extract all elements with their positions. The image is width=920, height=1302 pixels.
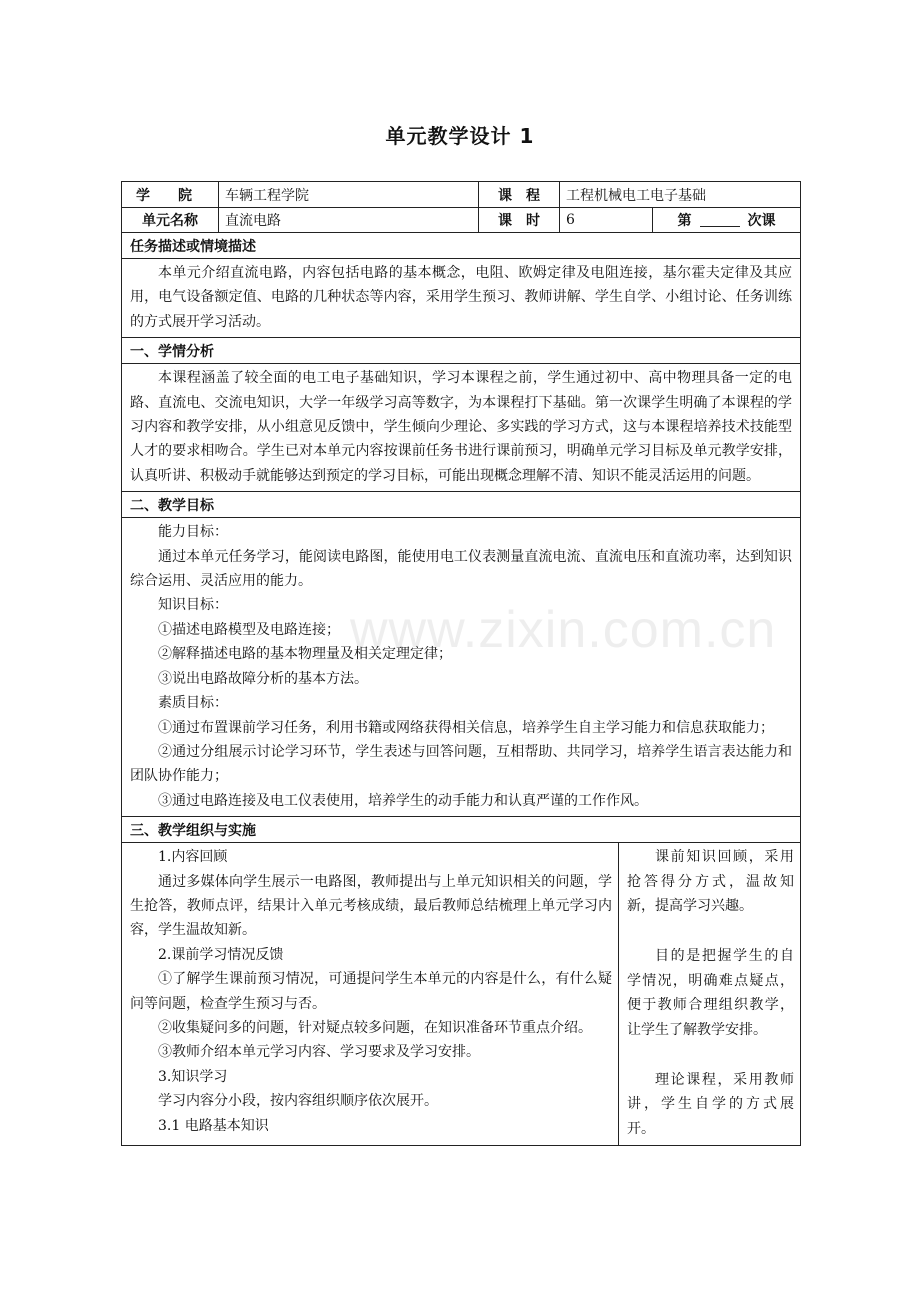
analysis-body	[122, 364, 800, 492]
goal-line: 知识目标：	[158, 597, 228, 614]
session-prefix: 第	[677, 213, 692, 229]
step-line: 3.知识学习	[158, 1068, 228, 1085]
goal-line: ③通过电路连接及电工仪表使用，培养学生的动手能力和认真严谨的工作作风。	[158, 792, 648, 809]
unit-value: 直流电路	[219, 208, 479, 232]
goal-line: 能力目标：	[158, 524, 228, 541]
goal-line: 素质目标：	[158, 695, 228, 712]
course-label: 课 程	[479, 182, 560, 207]
goals-body	[122, 518, 800, 817]
note-line: 课前知识回顾，采用抢答得分方式，温故知新，提高学习兴趣。	[627, 849, 794, 914]
implementation-heading: 三、教学组织与实施	[122, 817, 800, 843]
step-line: ①了解学生课前预习情况，可通提问学生本单元的内容是什么，有什么疑问等问题，检查学生预习与否。	[130, 971, 612, 1012]
college-value: 车辆工程学院	[219, 182, 479, 207]
session-suffix: 次课	[747, 213, 776, 229]
goal-line: ②通过分组展示讨论学习环节，学生表述与回答问题，互相帮助、共同学习，培养学生语言表达能力和团队协作能力；	[130, 743, 792, 785]
session-cell	[653, 208, 800, 232]
design-table	[121, 181, 801, 1146]
analysis-heading: 一、学情分析	[122, 338, 800, 364]
step-line: 3.1 电路基本知识	[158, 1117, 269, 1134]
header-row-2	[122, 208, 800, 233]
college-label: 学 院	[122, 182, 219, 207]
step-line: 2.课前学习情况反馈	[158, 946, 284, 963]
session-blank	[700, 214, 740, 227]
implementation-body	[122, 843, 800, 1145]
step-line: 通过多媒体向学生展示一电路图，教师提出与上单元知识相关的问题，学生抢答，教师点评，结果计入单元考核成绩，最后教师总结梳理上单元学习内容，学生温故知新。	[130, 873, 612, 939]
task-body	[122, 259, 800, 338]
header-row-1	[122, 182, 800, 208]
hours-label: 课 时	[479, 208, 560, 232]
task-text: 本单元介绍直流电路，内容包括电路的基本概念，电阻、欧姆定律及电阻连接，基尔霍夫定律及其应用，电气设备额定值、电路的几种状态等内容，采用学生预习、教师讲解、学生自学、小组讨论、任务训练的方式展开学习活动。	[130, 265, 792, 330]
task-heading: 任务描述或情境描述	[122, 233, 800, 259]
goal-line: ②解释描述电路的基本物理量及相关定理定律；	[158, 646, 452, 663]
step-line: ③教师介绍本单元学习内容、学习要求及学习安排。	[158, 1044, 480, 1061]
goal-line: ③说出电路故障分析的基本方法。	[158, 670, 368, 687]
watermark: www.zixin.com.cn	[350, 601, 777, 659]
goals-heading: 二、教学目标	[122, 492, 800, 518]
goal-line: 通过本单元任务学习，能阅读电路图，能使用电工仪表测量直流电流、直流电压和直流功率，达到知识综合运用、灵活应用的能力。	[130, 548, 792, 590]
goal-line: ①通过布置课前学习任务，利用书籍或网络获得相关信息，培养学生自主学习能力和信息获取能力；	[158, 719, 774, 736]
step-line: 1.内容回顾	[158, 849, 228, 866]
unit-label: 单元名称	[122, 208, 219, 232]
step-line: 学习内容分小段，按内容组织顺序依次展开。	[158, 1093, 438, 1110]
hours-value: 6	[560, 208, 653, 232]
implementation-notes	[619, 843, 800, 1145]
step-line: ②收集疑问多的问题，针对疑点较多问题，在知识准备环节重点介绍。	[158, 1019, 592, 1036]
implementation-steps	[122, 843, 619, 1145]
page-title: 单元教学设计 1	[385, 124, 535, 148]
goal-line: ①描述电路模型及电路连接；	[158, 621, 340, 638]
analysis-text: 本课程涵盖了较全面的电工电子基础知识，学习本课程之前，学生通过初中、高中物理具备一定的电路、直流电、交流电知识，大学一年级学习高等数字，为本课程打下基础。第一次课学生明确了本课程的学习内容和教学安排，从小组意见反馈中，学生倾向少理论、多实践的学习方式，这与本课程培养技术技能型人才的要求相吻合。学生已对本单元内容按课前任务书进行课前预习，明确单元学习目标及单元教学安排，认真听讲、积极动手就能够达到预定的学习目标，可能出现概念理解不清、知识不能灵活运用的问题。	[130, 370, 792, 484]
note-line: 目的是把握学生的自学情况，明确难点疑点，便于教师合理组织教学，让学生了解教学安排。	[627, 948, 794, 1038]
note-line: 理论课程，采用教师讲，学生自学的方式展开。	[627, 1071, 794, 1137]
course-value: 工程机械电工电子基础	[566, 187, 706, 204]
